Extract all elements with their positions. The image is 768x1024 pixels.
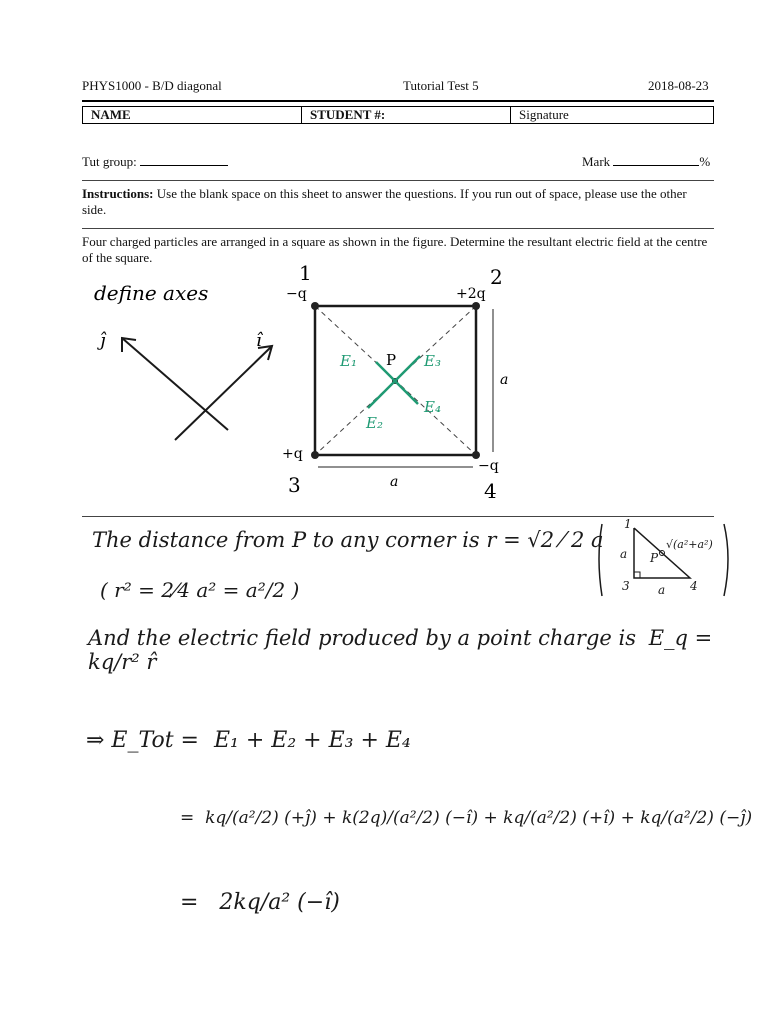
j-axis xyxy=(122,338,228,430)
label-e3: E₃ xyxy=(424,352,441,370)
name-field[interactable] xyxy=(83,107,302,123)
side-bottom-label: a xyxy=(390,474,399,490)
name-label: NAME xyxy=(91,107,131,122)
tut-group-label: Tut group: xyxy=(82,154,137,169)
test-title: Tutorial Test 5 xyxy=(403,78,479,93)
eq1-lhs: ⇒ E_Tot = xyxy=(86,728,199,753)
solution-line-2: ( r² = 2⁄4 a² = a²/2 ) xyxy=(100,578,300,602)
eq3-result: 2kq/a² (−î) xyxy=(219,890,340,915)
instructions-text: Use the blank space on this sheet to answer the questions. If you run out of space, please use the other side. xyxy=(82,186,687,217)
rule-2 xyxy=(82,228,714,229)
vector-e4 xyxy=(395,381,418,404)
tri-label-1: 1 xyxy=(624,518,632,531)
tri-label-4: 4 xyxy=(690,579,698,593)
eq2-term-2: k(2q)/(a²/2) (−î) xyxy=(341,808,479,828)
mark xyxy=(582,154,710,170)
rule-1 xyxy=(82,180,714,181)
distance-text: The distance from P to any corner is r = xyxy=(92,528,521,552)
distance-expr: √2 ⁄ 2 a xyxy=(527,528,604,552)
label-e1: E₁ xyxy=(340,352,357,370)
tri-label-p: P xyxy=(650,551,659,565)
i-label: î xyxy=(256,330,262,351)
percent-sign: % xyxy=(699,154,711,169)
charge-3: +q xyxy=(282,446,303,462)
tut-group xyxy=(82,154,228,170)
course-code: PHYS1000 - B/D diagonal xyxy=(82,78,222,93)
charge-1: −q xyxy=(286,286,307,302)
equation-3: = 2kq/a² (−î) xyxy=(180,890,340,915)
test-date: 2018-08-23 xyxy=(648,78,709,93)
student-number-field[interactable] xyxy=(302,107,511,123)
eq2-term-3: kq/(a²/2) (+î) xyxy=(503,808,616,828)
charge-2: +2q xyxy=(456,286,486,302)
tri-label-a-bottom: a xyxy=(658,583,666,597)
charge-2-dot xyxy=(472,302,480,310)
equation-1 xyxy=(86,728,411,753)
mark-label: Mark xyxy=(582,154,611,169)
tri-label-3: 3 xyxy=(622,579,630,593)
p-label: P xyxy=(386,351,397,369)
square-figure xyxy=(0,262,768,502)
corner-3: 3 xyxy=(288,473,301,497)
right-angle-mark xyxy=(634,572,640,578)
field-expr: E_q = kq/r² r̂ xyxy=(88,626,713,674)
charge-4: −q xyxy=(478,458,499,474)
paren-right xyxy=(724,524,728,596)
tut-group-blank[interactable] xyxy=(140,165,228,166)
tri-label-a-left: a xyxy=(620,547,628,561)
axes-note: define axes xyxy=(94,281,209,305)
mark-blank[interactable] xyxy=(613,165,699,166)
header-rule xyxy=(82,100,714,102)
charge-3-dot xyxy=(311,451,319,459)
equation-2: = kq/(a²/2) (+ĵ) + k(2q)/(a²/2) (−î) + kq/(a²/2) (+î) + kq/(a²/2) (−ĵ) xyxy=(180,808,753,828)
vector-e3 xyxy=(395,356,420,381)
rule-3 xyxy=(82,516,714,517)
charge-1-dot xyxy=(311,302,319,310)
side-right-label: a xyxy=(500,372,509,388)
corner-1: 1 xyxy=(299,262,312,285)
eq2-term-1: kq/(a²/2) (+ĵ) xyxy=(205,808,317,828)
eq1-rhs: E₁ + E₂ + E₃ + E₄ xyxy=(213,728,411,753)
triangle xyxy=(634,528,690,578)
field-text: And the electric field produced by a point charge is xyxy=(88,626,637,650)
signature-label: Signature xyxy=(519,107,569,122)
solution-line-1 xyxy=(92,528,604,552)
label-e4: E₄ xyxy=(424,398,441,416)
triangle-sketch xyxy=(594,518,734,602)
label-e2: E₂ xyxy=(366,414,383,432)
instructions xyxy=(82,186,714,218)
student-number-label: STUDENT #: xyxy=(310,107,386,122)
eq2-term-4: kq/(a²/2) (−ĵ) xyxy=(640,808,753,828)
vector-e2 xyxy=(368,381,395,408)
question-text: Four charged particles are arranged in a square as shown in the figure. Determine the resultant electric field at the centre of the square. xyxy=(82,234,708,265)
student-info-table xyxy=(82,106,714,124)
solution-line-3 xyxy=(88,626,768,674)
corner-2: 2 xyxy=(490,265,503,289)
j-label: ĵ xyxy=(100,330,106,351)
tri-label-hyp: √(a²+a²) xyxy=(666,538,713,551)
signature-field[interactable] xyxy=(511,107,713,123)
paren-left xyxy=(599,524,602,596)
corner-4: 4 xyxy=(484,479,497,502)
instructions-label: Instructions: xyxy=(82,186,154,201)
